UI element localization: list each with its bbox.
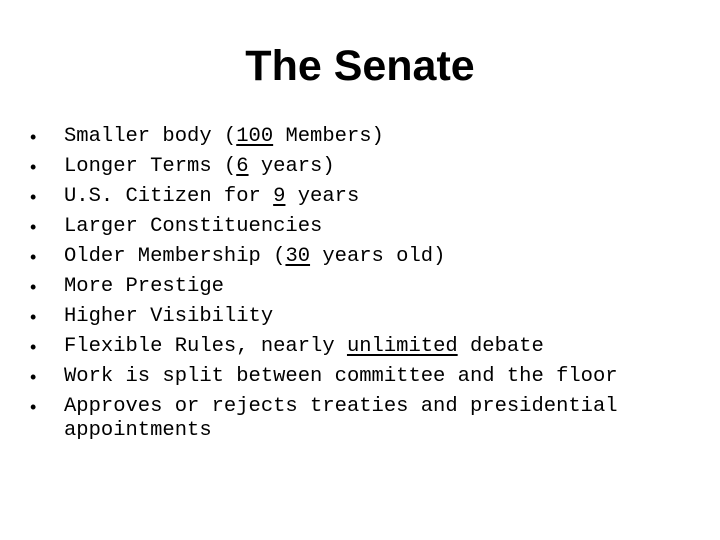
bullet-item-term-length: [30, 155, 710, 179]
bullet-text: Approves or rejects treaties and presidential appointments: [64, 395, 618, 442]
bullet-icon: •: [30, 397, 37, 417]
underlined-value: 6: [236, 155, 249, 178]
bullet-icon: •: [30, 337, 37, 357]
bullet-text: Flexible Rules, nearly: [64, 335, 347, 358]
bullet-item-committee-work: [30, 365, 710, 389]
bullet-item-rules: [30, 335, 710, 359]
bullet-text: Work is split between committee and the floor: [64, 365, 618, 388]
bullet-text: Larger Constituencies: [64, 215, 323, 238]
bullet-text: Smaller body (: [64, 125, 237, 148]
bullet-icon: •: [30, 247, 37, 267]
bullet-icon: •: [30, 157, 37, 177]
bullet-item-visibility: [30, 305, 710, 329]
bullet-text: years old): [310, 245, 446, 268]
bullet-text: Longer Terms (: [64, 155, 237, 178]
bullet-icon: •: [30, 127, 37, 147]
bullet-text: More Prestige: [64, 275, 224, 298]
bullet-text: Higher Visibility: [64, 305, 274, 328]
bullet-item-prestige: [30, 275, 710, 299]
bullet-text: debate: [457, 335, 544, 358]
underlined-value: 9: [273, 185, 286, 208]
bullet-item-constituencies: [30, 215, 710, 239]
slide-title: The Senate: [245, 42, 475, 90]
bullet-icon: •: [30, 277, 37, 297]
bullet-item-treaties: [30, 395, 710, 443]
bullet-item-membership-age: [30, 245, 710, 269]
bullet-text: Older Membership (: [64, 245, 286, 268]
bullet-text: years): [248, 155, 335, 178]
bullet-text: Members): [273, 125, 384, 148]
bullet-icon: •: [30, 307, 37, 327]
bullet-icon: •: [30, 187, 37, 207]
underlined-value: unlimited: [346, 335, 458, 358]
bullet-icon: •: [30, 217, 37, 237]
bullet-text: years: [285, 185, 360, 208]
bullet-item-citizenship: [30, 185, 710, 209]
bullet-list: [30, 125, 710, 449]
underlined-value: 30: [285, 245, 311, 268]
underlined-value: 100: [236, 125, 274, 148]
bullet-item-senate-size: [30, 125, 710, 149]
bullet-icon: •: [30, 367, 37, 387]
bullet-text: U.S. Citizen for: [64, 185, 274, 208]
